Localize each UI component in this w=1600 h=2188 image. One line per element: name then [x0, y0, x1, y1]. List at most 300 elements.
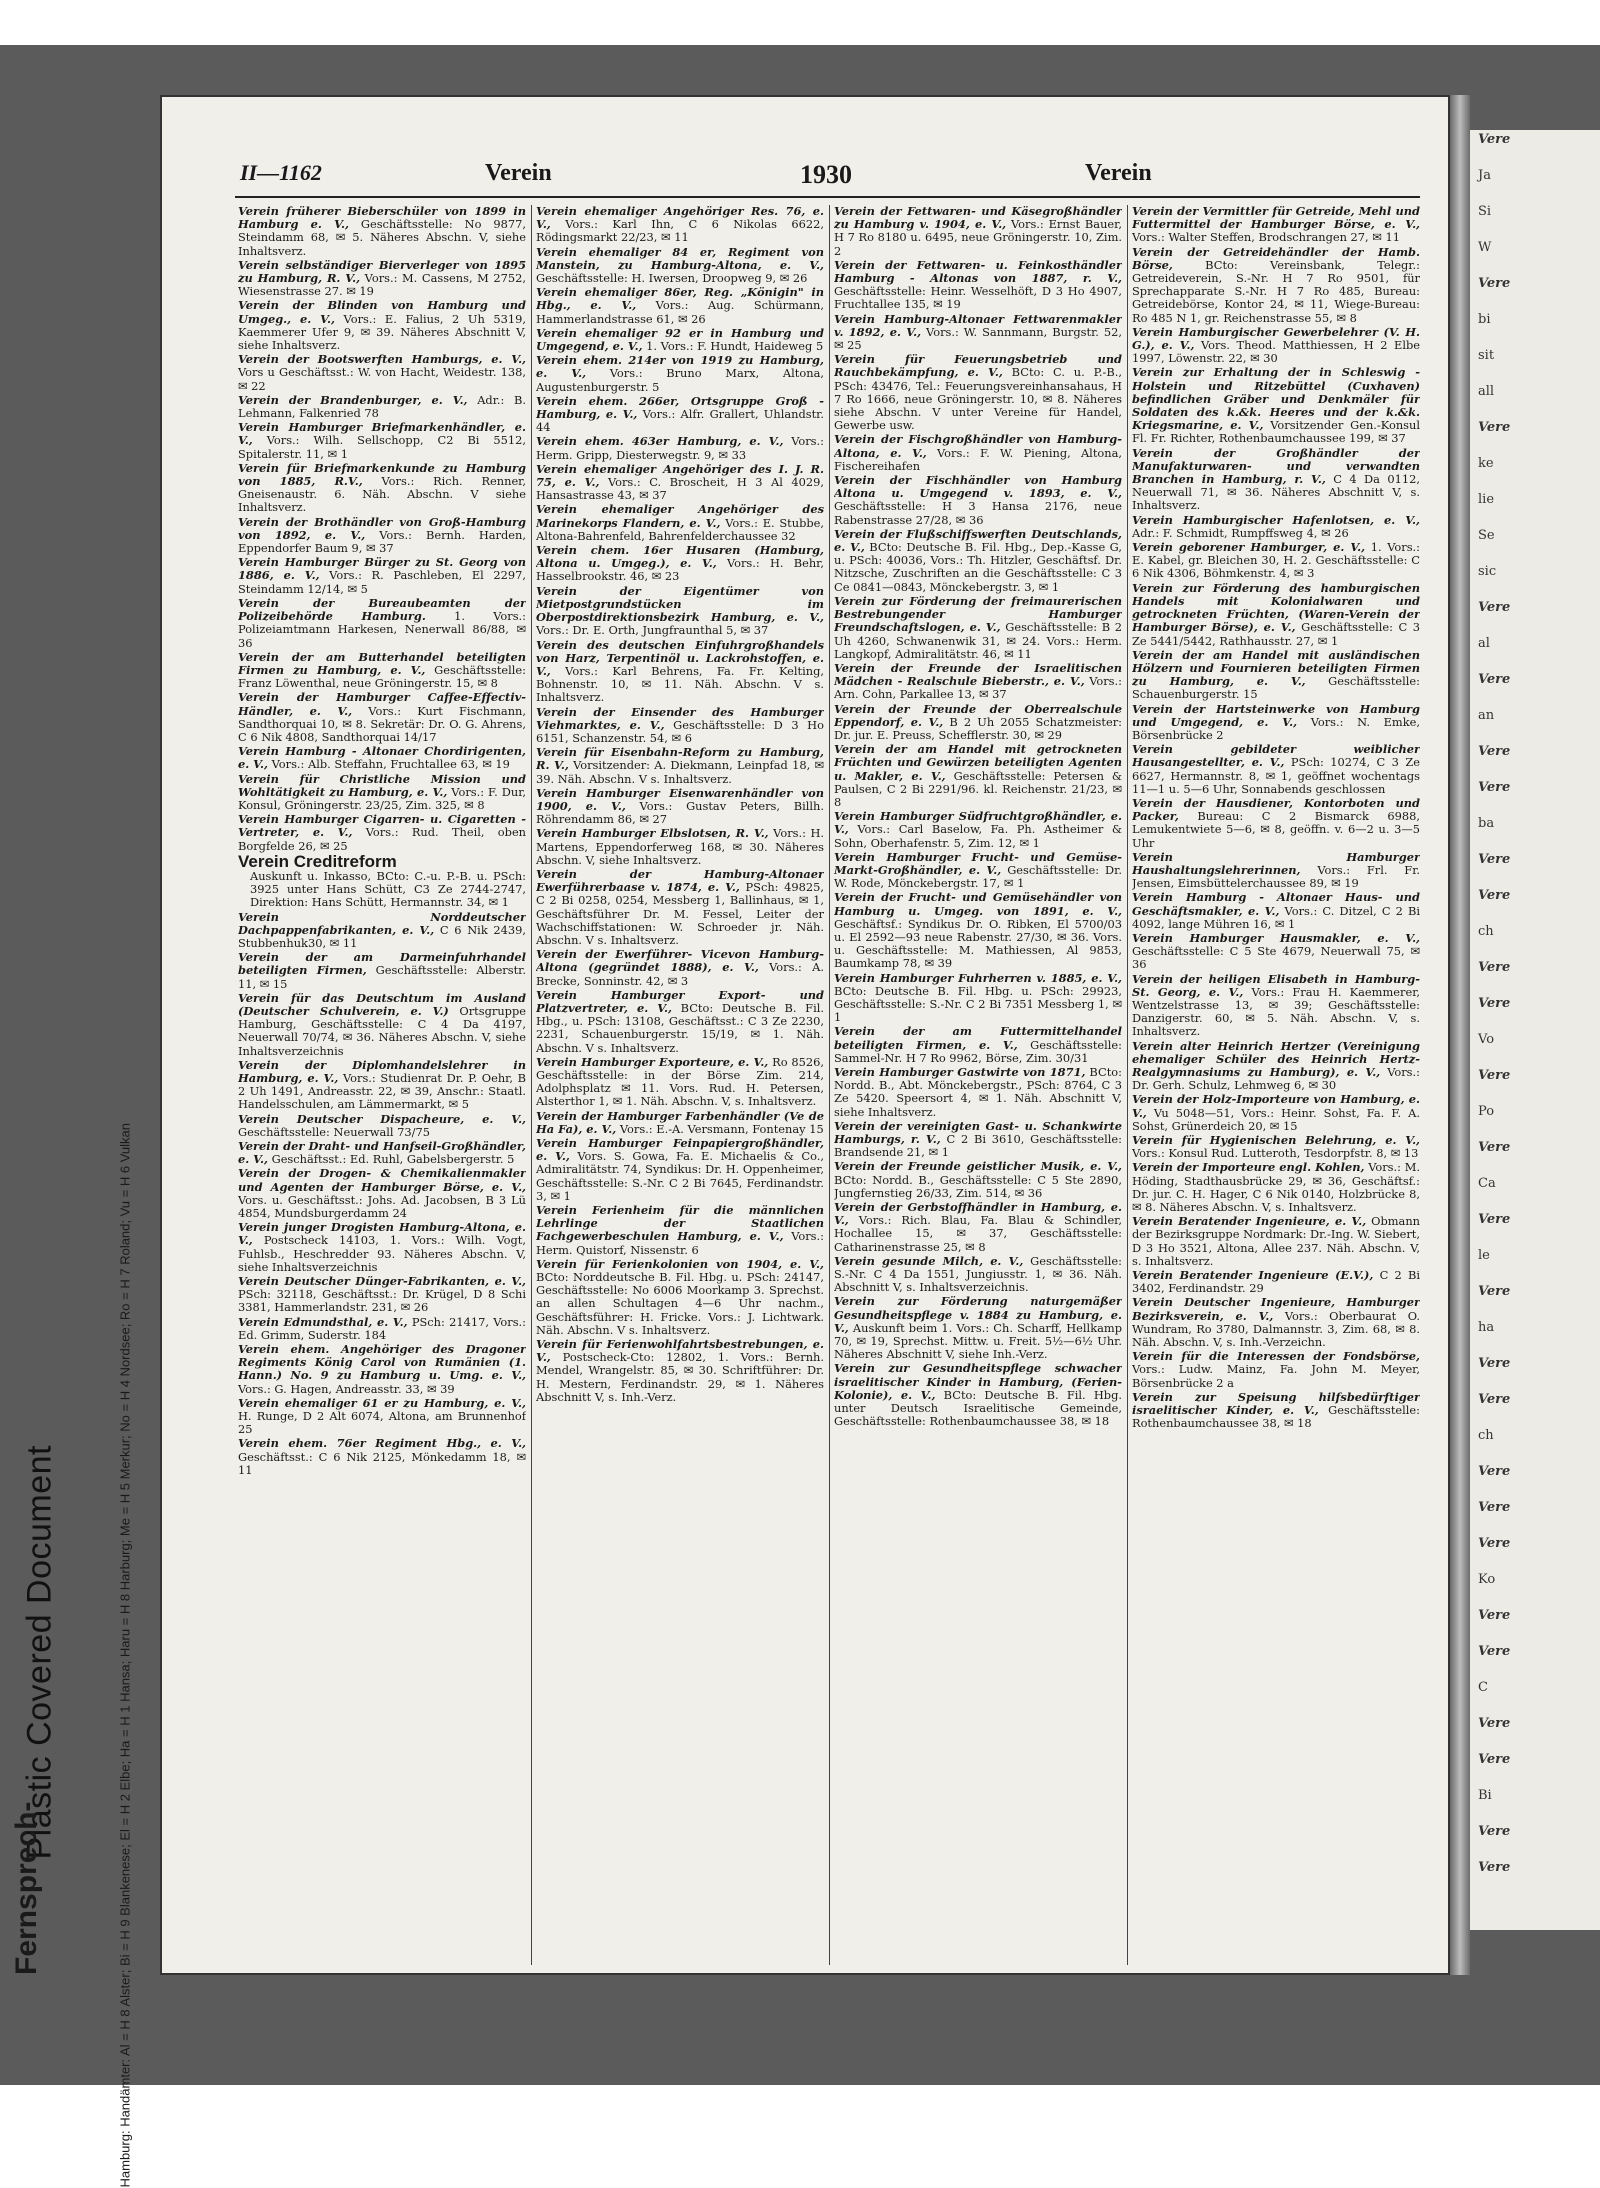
entry-name: Verein Edmundsthal, e. V.,	[238, 1314, 408, 1329]
entry-name: Verein der Freunde der Oberrealschule Eppendorf, e. V.,	[834, 701, 1122, 729]
entry-details: Vors.: F. Dur, Konsul, Gröningerstr. 23/25, Zim. 325, ✉ 8	[238, 784, 526, 812]
directory-entry	[1132, 1134, 1420, 1160]
entry-details: Auskunft beim 1. Vors.: Ch. Scharff, Hellkamp 70, ✉ 19, Sprechst. Mittw. u. Freit. 5½—6½ Uhr. Näheres Abschnitt V, siehe Inh.-Verz.	[834, 1320, 1122, 1362]
entry-details: Vorsitzender Gen.-Konsul Fl. Fr. Richter, Rothenbaumchaussee 199, ✉ 37	[1132, 418, 1420, 446]
directory-columns	[238, 205, 1423, 1965]
entry-details: Adr.: F. Schmidt, Rumpffsweg 4, ✉ 26	[1132, 525, 1349, 540]
entry-name: Verein der Draht- und Hanfseil-Großhändler, e. V.,	[238, 1139, 526, 1167]
edge-fragment: Vere	[1478, 1536, 1511, 1551]
entry-name: Verein Hamburger Fuhrherren v. 1885, e. V.,	[834, 970, 1122, 985]
entry-name: Verein für Briefmarkenkunde zu Hamburg von 1885, R.V.,	[238, 460, 526, 489]
entry-name: Verein der Hausdiener, Kontorboten und Packer,	[1132, 795, 1420, 824]
entry-name: Verein Hamburger Hausmakler, e. V.,	[1132, 930, 1420, 945]
entry-details: BCto: C. u. P.-B., PSch: 43476, Tel.: Feuerungsvereinhansahaus, H 7 Ro 1666, neue Gröningerstr. 10, ✉ 8. Näheres siehe Abschn. V unter Vereine für Handel, Gewerbe usw.	[834, 365, 1122, 433]
entry-name: Verein der am Futtermittelhandel beteiligten Firmen, e. V.,	[834, 1024, 1122, 1052]
entry-name: Verein Hamburger Eisenwarenhändler von 1900, e. V.,	[536, 785, 824, 813]
directory-entry	[536, 435, 824, 461]
entry-name: Verein der Eigentümer von Mietpostgrundstücken im Oberpostdirektionsbezirk Hamburg, e. V.,	[536, 583, 824, 625]
directory-entry	[536, 205, 824, 245]
edge-fragment: sic	[1478, 564, 1497, 579]
directory-entry	[536, 787, 824, 827]
entry-name: Verein Deutscher Ingenieure, Hamburger Bezirksverein, e. V.,	[1132, 1295, 1420, 1323]
directory-entry	[238, 462, 526, 515]
entry-name: Verein Hamburger Elbslotsen, R. V.,	[536, 826, 769, 841]
directory-entry	[238, 745, 526, 771]
directory-entry	[834, 810, 1122, 850]
directory-entry	[1132, 1093, 1420, 1133]
entry-details: Vors.: Aug. Schürmann, Hammerlandstrasse 61, ✉ 26	[536, 298, 824, 326]
entry-name: Verein alter Heinrich Hertzer (Vereinigung ehemaliger Schüler des Heinrich Hertz-Realgymnasiums zu Hamburg), e. V.,	[1132, 1038, 1420, 1079]
directory-entry	[834, 1160, 1122, 1200]
edge-fragment: Vere	[1478, 276, 1511, 291]
edge-fragment: Vere	[1478, 996, 1511, 1011]
edge-fragment: bi	[1478, 312, 1491, 327]
directory-entry	[536, 868, 824, 947]
edge-fragment: Po	[1478, 1104, 1495, 1119]
entry-name: Verein der Ewerführer- Vicevon Hamburg-Altona (gegründet 1888), e. V.,	[536, 947, 824, 975]
directory-entry	[1132, 649, 1420, 702]
directory-entry	[536, 1338, 824, 1404]
edge-fragment: ch	[1478, 924, 1494, 939]
entry-details: BCto: Nordd. B., Geschäftsstelle: C 5 Ste 2890, Jungfernstieg 26/33, Zim. 514, ✉ 36	[834, 1172, 1122, 1200]
entry-name: Verein Hamburg - Altonaer Haus- und Geschäftsmakler, e. V.,	[1132, 890, 1420, 918]
entry-details: Vors.: Ernst Bauer, H 7 Ro 8180 u. 6495, neue Gröningerstr. 10, Zim. 2	[834, 217, 1122, 258]
directory-entry	[536, 827, 824, 867]
edge-fragment: le	[1478, 1248, 1490, 1263]
column-3	[834, 205, 1122, 1965]
entry-name: Verein für das Deutschtum im Ausland (Deutscher Schulverein, e. V.)	[238, 990, 526, 1018]
entry-name: Verein der am Handel mit ausländischen Hölzern und Fournieren beteiligten Firmen zu Hamburg, e. V.,	[1132, 647, 1420, 689]
entry-details: Vors.: Carl Baselow, Fa. Ph. Astheimer & Sohn, Oberhafenstr. 5, Zim. 12, ✉ 1	[834, 822, 1122, 850]
directory-entry	[536, 948, 824, 988]
edge-fragment: Vere	[1478, 1644, 1511, 1659]
directory-entry	[536, 585, 824, 638]
entry-details: Obmann der Bezirksgruppe Nordmark: Dr.-Ing. W. Siebert, D 3 Ho 3521, Altona, Allee 237. Näh. Abschn. V, s. Inhaltsverz.	[1132, 1214, 1420, 1268]
entry-details: BCto: Vereinsbank, Telegr.: Getreideverein, S.-Nr. H 7 Ro 9501, für Sprechapparate S.-Nr. H 7 Ro 485, Bureau: Getreidebörse, Kontor 24, ✉ 11, Wiege-Bureau: Ro 485 N 1, gr. Reichenstrasse 55, ✉ 8	[1132, 257, 1420, 325]
edge-fragment: Ko	[1478, 1572, 1496, 1587]
directory-entry	[1132, 891, 1420, 931]
entry-name: Verein der Brandenburger, e. V.,	[238, 392, 468, 407]
entry-details: BCto: Deutsche B. Fil. Hbg. u. PSch: 29923, Geschäftsstelle: S.-Nr. C 2 Bi 7351 Messberg 1, ✉ 1	[834, 983, 1122, 1025]
entry-details: C 2 Bi 3402, Ferdinandstr. 29	[1132, 1268, 1420, 1296]
edge-fragment: Vere	[1478, 1140, 1511, 1155]
entry-details: Geschäftsstelle: D 3 Ho 6151, Schanzenstr. 54, ✉ 6	[536, 717, 824, 745]
entry-details: Vors.: Karl Ihn, C 6 Nikolas 6622, Rödingsmarkt 22/23, ✉ 11	[536, 217, 824, 245]
entry-name: Verein Hamburger Frucht- und Gemüse-Markt-Großhändler, e. V.,	[834, 849, 1122, 877]
directory-entry	[536, 1137, 824, 1203]
entry-details: Vors. u. Geschäftsst.: Johs. Ad. Jacobsen, B 3 Lü 4854, Mundsburgerdamm 24	[238, 1192, 526, 1221]
entry-name: Verein der Flußschiffswerften Deutschlands, e. V.,	[834, 526, 1122, 555]
entry-details: Vors.: Herm. Gripp, Diesterwegstr. 9, ✉ 33	[536, 434, 824, 462]
entry-name: Verein ehem. 214er von 1919 zu Hamburg, e. V.,	[536, 353, 824, 381]
entry-name: Verein der Fischgroßhändler von Hamburg-Altona, e. V.,	[834, 432, 1122, 460]
entry-details: Vu 5048—51, Vors.: Heinr. Sohst, Fa. F. A. Sohst, Grünerdeich 20, ✉ 15	[1132, 1105, 1420, 1133]
entry-details: PSch: 49825, C 2 Bi 0258, 0254, Messberg 1, Ballinhaus, ✉ 1, Geschäftsführer Dr. M. Fessel, Leiter der Wachschiffstationen: W. Schroeder jr. Näh. Abschn. V s. Inhaltsverz.	[536, 880, 824, 947]
entry-details: Geschäftsstelle: C 3 Ze 5441/5442, Rathhausstr. 27, ✉ 1	[1132, 620, 1420, 648]
edge-fragment: Vere	[1478, 1392, 1511, 1407]
entry-name: Verein der Bootswerften Hamburgs, e. V.,	[238, 352, 526, 367]
entry-details: Geschäftsstelle: H. Iwersen, Droopweg 9, ✉ 26	[536, 271, 808, 286]
entry-name: Verein Creditreform	[238, 851, 397, 871]
entry-details: Geschäftsstelle: Neuerwall 73/75	[238, 1124, 430, 1139]
entry-name: Verein zur Erhaltung der in Schleswig - Holstein und Ritzebüttel (Cuxhaven) befindlichen Gräber und Denkmäler für Soldaten des k.&k. Heeres und der k.&k. Kriegsmarine, e. V.,	[1132, 365, 1420, 433]
directory-entry	[536, 746, 824, 786]
entry-details: Vors.: Alfr. Grallert, Uhlandstr. 44	[536, 407, 824, 435]
entry-details: Vors.: Ludw. Mainz, Fa. John M. Meyer, Börsenbrücke 2 a	[1132, 1362, 1420, 1390]
directory-entry	[238, 516, 526, 556]
fernsprech-label: Fernsprech-	[10, 1801, 43, 1975]
entry-details: Geschäftsstelle: H 3 Hansa 2176, neue Rabenstrasse 27/28, ✉ 36	[834, 499, 1122, 527]
entry-name: Verein der Einsender des Hamburger Viehmarktes, e. V.,	[536, 704, 824, 732]
directory-entry	[1132, 246, 1420, 325]
running-head	[240, 160, 1420, 194]
entry-details: Vors.: Rich. Renner, Gneisenaustr. 6. Näh. Abschn. V siehe Inhaltsverz.	[238, 474, 526, 515]
edge-fragment: Vere	[1478, 888, 1511, 903]
entry-name: Verein Ferienheim für die männlichen Lehrlinge der Staatlichen Fachgewerbeschulen Hamburg, e. V.,	[536, 1203, 824, 1244]
entry-name: Verein ehemaliger 84 er, Regiment von Manstein, zu Hamburg-Altona, e. V.,	[536, 244, 824, 272]
directory-entry	[536, 1204, 824, 1257]
entry-details: Vors.: C. Ditzel, C 2 Bi 4092, lange Mühren 16, ✉ 1	[1132, 903, 1420, 931]
entry-name: Verein für Eisenbahn-Reform zu Hamburg, R. V.,	[536, 745, 824, 773]
entry-name: Verein der Gerbstoffhändler in Hamburg, e. V.,	[834, 1200, 1122, 1228]
entry-name: Verein Beratender Ingenieure (E.V.),	[1132, 1268, 1374, 1283]
edge-fragment: Vere	[1478, 1212, 1511, 1227]
entry-name: Verein für Ferienwohlfahrtsbestrebungen, e. V.,	[536, 1337, 824, 1365]
entry-name: Verein zur Speisung hilfsbedürftiger israelitischer Kinder, e. V.,	[1132, 1389, 1420, 1418]
directory-entry	[238, 651, 526, 691]
entry-name: Verein der Hartsteinwerke von Hamburg und Umgegend, e. V.,	[1132, 701, 1420, 729]
entry-details: Geschäftsstelle: Sammel-Nr. H 7 Ro 9962, Börse, Zim. 30/31	[834, 1037, 1122, 1065]
column-divider	[531, 205, 532, 1965]
entry-name: Verein Hamburger Exporteure, e. V.,	[536, 1054, 769, 1069]
adjacent-page-edge	[1470, 130, 1600, 1930]
entry-name: Verein chem. 16er Husaren (Hamburg, Altona u. Umgeg.), e. V.,	[536, 543, 824, 571]
edge-fragment: Vere	[1478, 1716, 1511, 1731]
edge-fragment: ba	[1478, 816, 1495, 831]
directory-entry	[834, 972, 1122, 1025]
directory-entry	[1132, 1161, 1420, 1214]
edge-fragment: Vo	[1478, 1032, 1495, 1047]
entry-details: Vors.: R. Paschleben, El 2297, Steindamm 12/14, ✉ 5	[238, 568, 526, 596]
entry-details: 1. Vors.: E. Kabel, gr. Bleichen 30, H. 2. Geschäftsstelle: C 6 Nik 4306, Böhmkenstr. 4, ✉ 3	[1132, 540, 1420, 581]
directory-entry	[238, 299, 526, 352]
edge-fragment: ke	[1478, 456, 1494, 471]
entry-name: Verein der Frucht- und Gemüsehändler von Hamburg u. Umgeg. von 1891, e. V.,	[834, 890, 1122, 918]
entry-details: Vors u Geschäftsst.: W. von Hacht, Weidestr. 138, ✉ 22	[238, 365, 526, 393]
entry-details: Vors.: Rud. Theil, oben Borgfelde 26, ✉ 25	[238, 825, 526, 853]
directory-entry	[536, 327, 824, 353]
entry-name: Verein der Freunde geistlicher Musik, e. V.,	[834, 1159, 1122, 1174]
entry-details: Vors.: Karl Behrens, Fa. Fr. Kelting, Bohnenstr. 10, ✉ 11. Näh. Abschn. V s. Inhaltsverz.	[536, 663, 824, 705]
directory-year: 1930	[800, 160, 852, 189]
directory-entry	[238, 394, 526, 420]
directory-entry	[238, 597, 526, 650]
entry-name: Verein der Vermittler für Getreide, Mehl und Futtermittel der Hamburger Börse, e. V.,	[1132, 205, 1420, 232]
entry-details: Vors.: Bruno Marx, Altona, Augustenburgerstr. 5	[536, 366, 824, 394]
column-2	[536, 205, 824, 1965]
entry-details: Vors.: A. Brecke, Sonninstr. 42, ✉ 3	[536, 960, 824, 988]
edge-fragment: Vere	[1478, 960, 1511, 975]
entry-details: C 2 Bi 3610, Geschäftsstelle: Brandsende 21, ✉ 1	[834, 1132, 1122, 1160]
directory-entry	[1132, 851, 1420, 891]
entry-name: Verein Hamburger Briefmarkenhändler, e. V.,	[238, 420, 526, 448]
entry-name: Verein der Fettwaren- u. Feinkosthändler Hamburg - Altonas von 1887, r. V.,	[834, 257, 1122, 286]
edge-fragment: Vere	[1478, 1068, 1511, 1083]
entry-details: BCto: Deutsche B. Fil. Hbg. unter Deutsch Israelitische Gemeinde, Geschäftsstelle: Rothenbaumchaussee 38, ✉ 18	[834, 1387, 1122, 1429]
entry-name: Verein ehem. 76er Regiment Hbg., e. V.,	[238, 1436, 526, 1451]
entry-details: Vors.: Wilh. Sellschopp, C2 Bi 5512, Spitalerstr. 11, ✉ 1	[238, 433, 526, 461]
directory-entry	[536, 706, 824, 746]
edge-fragment: Se	[1478, 528, 1495, 543]
entry-name: Verein der Brothändler von Groß-Hamburg von 1892, e. V.,	[238, 514, 526, 542]
book-spine	[1450, 95, 1470, 1975]
entry-details: Postscheck-Cto: 12802, 1. Vors.: Bernh. Mendel, Wrangelstr. 85, ✉ 30. Schriftführer: Dr. H. Mestern, Ferdinandstr. 29, ✉ 1. Näheres Abschnitt V, s. Inh.-Verz.	[536, 1350, 824, 1404]
entry-name: Verein des deutschen Einfuhrgroßhandels von Harz, Terpentinöl u. Lackrohstoffen, e. V.,	[536, 637, 824, 678]
directory-entry	[1132, 541, 1420, 581]
entry-details: Vors.: M. Höding, Stadthausbrücke 29, ✉ 36, Geschäftsf.: Dr. jur. C. H. Hager, C 6 Nik 0140, Holzbrücke 8, ✉ 8. Näheres Abschn. V, s. Inhaltsverz.	[1132, 1160, 1420, 1215]
entry-details: Vors.: Studienrat Dr. P. Oehr, B 2 Uh 1491, Andreasstr. 22, ✉ 39, Anschr.: Staatl. Handelsschulen, am Lämmermarkt, ✉ 5	[238, 1071, 526, 1112]
directory-entry	[834, 1362, 1122, 1428]
left-keyword: Verein	[485, 160, 552, 186]
entry-details: PSch: 32118, Geschäftsst.: Dr. Krügel, D 8 Schi 3381, Hammerlandstr. 231, ✉ 26	[238, 1287, 526, 1315]
directory-entry	[536, 354, 824, 394]
entry-details: Geschäftsstelle: Schauenburgerstr. 15	[1132, 674, 1420, 702]
entry-details: Geschäftsf.: Syndikus Dr. O. Ribken, El 5700/03 u. El 2592—93 neue Rabenstr. 27/30, ✉ 36. Vors. u. Geschäftsstelle: M. Mathiessen, Al 9853, Baumkamp 78, ✉ 39	[834, 916, 1122, 971]
entry-name: Verein Hamburger Südfruchtgroßhändler, e. V.,	[834, 809, 1122, 837]
directory-entry	[536, 286, 824, 326]
entry-details: Geschäftsstelle: Franz Löwenthal, neue Gröningerstr. 15, ✉ 8	[238, 662, 526, 691]
entry-name: Verein Hamburgischer Hafenlotsen, e. V.,	[1132, 512, 1420, 527]
entry-name: Verein der am Butterhandel beteiligten Firmen zu Hamburg, e. V.,	[238, 649, 526, 677]
page-number: II—1162	[240, 160, 322, 185]
directory-entry	[238, 1316, 526, 1342]
entry-name: Verein der am Handel mit getrockneten Früchten und Gewürzen beteiligten Agenten u. Makler, e. V.,	[834, 742, 1122, 783]
entry-details: Vors.: E. Stubbe, Altona-Bahrenfeld, Bahrenfelderchaussee 32	[536, 515, 824, 543]
directory-entry	[536, 1056, 824, 1109]
edge-fragment: Vere	[1478, 1824, 1511, 1839]
entry-details: Vors.: Frau H. Kaemmerer, Wentzelstrasse 13, ✉ 39; Geschäftsstelle: Danzigerstr. 60, ✉ 5. Näh. Abschn. V, s. Inhaltsverz.	[1132, 984, 1420, 1039]
directory-entry	[238, 1437, 526, 1477]
entry-details: B 2 Uh 2055 Schatzmeister: Dr. jur. E. Preuss, Schefflerstr. 30, ✉ 29	[834, 714, 1122, 742]
directory-entry	[834, 205, 1122, 258]
edge-fragment: ch	[1478, 1428, 1494, 1443]
directory-entry	[238, 421, 526, 461]
column-4	[1132, 205, 1420, 1965]
entry-name: Verein der Freunde der Israelitischen Mädchen - Realschule Bieberstr., e. V.,	[834, 660, 1122, 689]
entry-name: Verein der Diplomhandelslehrer in Hamburg, e. V.,	[238, 1057, 526, 1085]
entry-name: Verein der Drogen- & Chemikalienmakler und Agenten der Hamburger Börse, e. V.,	[238, 1166, 526, 1194]
entry-name: Verein der Importeure engl. Kohlen,	[1132, 1160, 1365, 1175]
entry-name: Verein Hamburger Export- und Platzvertreter, e. V.,	[536, 987, 824, 1015]
entry-name: Verein junger Drogisten Hamburg-Altona, e. V.,	[238, 1220, 526, 1248]
directory-entry	[238, 1343, 526, 1396]
edge-fragment: all	[1478, 384, 1495, 399]
directory-entry	[1132, 743, 1420, 796]
entry-name: Verein Norddeutscher Dachpappenfabrikanten, e. V.,	[238, 909, 526, 937]
header-rule	[235, 196, 1420, 198]
directory-entry	[238, 556, 526, 596]
directory-entry	[238, 773, 526, 813]
entry-details: 1. Vors.: Polizeiamtmann Harkesen, Nenerwall 86/88, ✉ 36	[238, 609, 526, 650]
directory-entry	[834, 1255, 1122, 1295]
entry-name: Verein ehem. 463er Hamburg, e. V.,	[536, 434, 784, 449]
entry-name: Verein zur Förderung des hamburgischen Handels mit Kolonialwaren und getrockneten Früchten, (Waren-Verein der Hamburger Börse), e. V.,	[1132, 580, 1420, 635]
directory-entry	[536, 395, 824, 435]
entry-details: C 4 Da 0112, Neuerwall 71, ✉ 36. Näheres Abschnitt V, s. Inhaltsverz.	[1132, 472, 1420, 513]
directory-entry	[834, 1201, 1122, 1254]
edge-fragment: sit	[1478, 348, 1495, 363]
directory-entry	[834, 662, 1122, 702]
entry-name: Verein ehem. 266er, Ortsgruppe Groß - Hamburg, e. V.,	[536, 393, 824, 422]
entry-name: Verein für Christliche Mission und Wohltätigkeit zu Hamburg, e. V.,	[238, 771, 526, 799]
directory-entry	[238, 205, 526, 258]
entry-name: Verein der Großhändler der Manufakturwaren- und verwandten Branchen in Hamburg, r. V.,	[1132, 445, 1420, 487]
entry-name: Verein Hamburger Haushaltungslehrerinnen,	[1132, 849, 1420, 877]
entry-name: Verein der Getreidehändler der Hamb. Börse,	[1132, 244, 1420, 272]
column-1	[238, 205, 526, 1965]
edge-fragment: Vere	[1478, 1284, 1511, 1299]
entry-details: BCto: Nordd. B., Abt. Mönckebergstr., PSch: 8764, C 3 Ze 5420. Speersort 4, ✉ 1. Näh. Abschnitt V, siehe Inhaltsverz.	[834, 1065, 1122, 1119]
entry-name: Verein Deutscher Dünger-Fabrikanten, e. V.,	[238, 1274, 526, 1289]
entry-details: Vors.: H. Martens, Eppendorferweg 168, ✉ 30. Näheres Abschn. V, siehe Inhaltsverz.	[536, 826, 824, 867]
directory-entry	[834, 743, 1122, 809]
edge-fragment: Ca	[1478, 1176, 1496, 1191]
directory-entry	[238, 1221, 526, 1274]
entry-name: Verein der Bureaubeamten der Polizeibehörde Hamburg.	[238, 595, 526, 624]
directory-entry	[536, 246, 824, 286]
entry-details: Vors.: W. Sannmann, Burgstr. 52, ✉ 25	[834, 324, 1122, 353]
edge-fragment: Vere	[1478, 132, 1511, 147]
directory-entry	[1132, 447, 1420, 513]
entry-details: C 6 Nik 2439, Stubbenhuk30, ✉ 11	[238, 922, 526, 950]
entry-details: Vors.: C. Broscheit, H 3 Al 4029, Hansastrasse 43, ✉ 37	[536, 475, 824, 503]
entry-details: Geschäftsstelle: S.-Nr. C 4 Da 1551, Jungiusstr. 1, ✉ 36. Näh. Abschnitt V, s. Inhaltsverzeichnis.	[834, 1253, 1122, 1295]
entry-details: BCto: Deutsche B. Fil. Hbg., u. PSch: 13108, Geschäftsst.: C 3 Ze 2230, 2231, Schauenburgerstr. 15/19, ✉ 1. Näh. Abschn. V s. Inhaltsverz.	[536, 1000, 824, 1055]
edge-fragment: Vere	[1478, 600, 1511, 615]
entry-name: Verein für die Interessen der Fondsbörse,	[1132, 1349, 1420, 1364]
entry-name: Verein ehemaliger 92 er in Hamburg und Umgegend, e. V.,	[536, 325, 824, 354]
entry-details: Adr.: B. Lehmann, Falkenried 78	[238, 392, 526, 421]
directory-entry	[536, 1258, 824, 1337]
entry-name: Verein der Hamburg-Altonaer Ewerführerbaase v. 1874, e. V.,	[536, 866, 824, 895]
directory-entry	[1132, 582, 1420, 648]
edge-fragment: Vere	[1478, 780, 1511, 795]
directory-entry	[834, 313, 1122, 353]
entry-details: Auskunft u. Inkasso, BCto: C.-u. P.-B. u. PSch: 3925 unter Hans Schütt, C3 Ze 2744-2747, Direktion: Hans Schütt, Hermannstr. 34, ✉ 1	[250, 868, 526, 910]
entry-details: Geschäftsstelle: Alberstr. 11, ✉ 15	[238, 963, 526, 991]
directory-entry	[834, 1120, 1122, 1160]
entry-name: Verein Beratender Ingenieure, e. V.,	[1132, 1214, 1367, 1229]
directory-entry	[834, 1066, 1122, 1119]
entry-details: Vors.: Oberbaurat O. Wundram, Ro 3780, Dalmannstr. 3, Zim. 68, ✉ 8. Näh. Abschn. V, s. Inh.-Verzeichn.	[1132, 1308, 1420, 1350]
directory-entry	[1132, 514, 1420, 540]
entry-details: Geschäftsstelle: C 5 Ste 4679, Neuerwall 75, ✉ 36	[1132, 944, 1420, 972]
directory-entry	[834, 474, 1122, 527]
directory-entry	[1132, 1350, 1420, 1390]
directory-entry	[1132, 973, 1420, 1039]
directory-entry	[834, 1295, 1122, 1361]
entry-name: Verein Hamburgischer Gewerbelehrer (V. H. G.), e. V.,	[1132, 324, 1420, 353]
entry-details: Vors.: Bernh. Harden, Eppendorfer Baum 9, ✉ 37	[238, 527, 526, 556]
entry-details: H. Runge, D 2 Alt 6074, Altona, am Brunnenhof 25	[238, 1409, 526, 1437]
edge-fragment: Ja	[1478, 168, 1491, 183]
directory-entry	[1132, 932, 1420, 972]
entry-details: Vors.: E.-A. Versmann, Fontenay 15	[619, 1121, 824, 1136]
entry-name: Verein ehemaliger Angehöriger Res. 76, e. V.,	[536, 205, 824, 232]
entry-details: Geschäftsstelle: B 2 Uh 4260, Schwanenwik 31, ✉ 24. Vors.: Herm. Langkopf, Admiralitätstr. 46, ✉ 11	[834, 620, 1122, 661]
directory-entry	[238, 1275, 526, 1315]
entry-name: Verein der Holz-Importeure von Hamburg, e. V.,	[1132, 1092, 1420, 1120]
entry-name: Verein Hamburg-Altonaer Fettwarenmakler v. 1892, e. V.,	[834, 311, 1122, 339]
directory-entry	[238, 1113, 526, 1139]
entry-name: Verein der Fettwaren- und Käsegroßhändler zu Hamburg v. 1904, e. V.,	[834, 205, 1122, 232]
directory-entry	[1132, 1391, 1420, 1431]
directory-entry	[834, 891, 1122, 970]
edge-fragment: Si	[1478, 204, 1492, 219]
entry-details: Bureau: C 2 Bismarck 6988, Lemukentwiete 5—6, ✉ 8, geöffn. v. 6—2 u. 3—5 Uhr	[1132, 809, 1420, 850]
edge-fragment: al	[1478, 636, 1490, 651]
entry-details: Geschäftsstelle: Heinr. Wesselhöft, D 3 Ho 4907, Fruchtallee 135, ✉ 19	[834, 284, 1122, 312]
directory-entry	[238, 1397, 526, 1437]
entry-name: Verein ehem. Angehöriger des Dragoner Regiments König Carol von Rumänien (1. Hann.) No. 9 zu Hamburg u. Umg. e. V.,	[238, 1342, 526, 1383]
edge-fragment: Bi	[1478, 1788, 1492, 1803]
cover-label: Plastic Covered Document	[20, 1444, 59, 1860]
entry-name: Verein Hamburger Feinpapiergroßhändler, e. V.,	[536, 1136, 824, 1164]
directory-entry	[834, 851, 1122, 891]
entry-details: BCto: Norddeutsche B. Fil. Hbg. u. PSch: 24147, Geschäftsstelle: No 6006 Moorkamp 3. Sprechst. an allen Schultagen 4—6 Uhr nachm., Geschäftsführer: H. Fricke. Vors.: J. Lichtwark. Näh. Abschn. V s. Inhaltsverz.	[536, 1270, 824, 1337]
entry-details: Vors.: E. Falius, 2 Uh 5319, Kaemmerer Ufer 9, ✉ 39. Näheres Abschnitt V, siehe Inhaltsverz.	[238, 311, 526, 353]
entry-name: Verein früherer Bieberschüler von 1899 in Hamburg e. V.,	[238, 205, 526, 232]
directory-entry	[1132, 703, 1420, 743]
edge-fragment: W	[1478, 240, 1492, 255]
entry-name: Verein Hamburger Bürger zu St. Georg von 1886, e. V.,	[238, 555, 526, 583]
entry-name: Verein ehemaliger 61 er zu Hamburg, e. V.,	[238, 1395, 526, 1410]
entry-name: Verein zur Förderung der freimaurerischen Bestrebungender Hamburger Freundschaftslogen, e. V.,	[834, 593, 1122, 635]
entry-name: Verein zur Förderung naturgemäßer Gesundheitspflege v. 1884 zu Hamburg, e. V.,	[834, 1294, 1122, 1335]
entry-details: Vors.: Gustav Peters, Billh. Röhrendamm 86, ✉ 27	[536, 798, 824, 827]
entry-name: Verein der Hamburger Farbenhändler (Ve de Ha Fa), e. V.,	[536, 1108, 824, 1136]
directory-entry	[238, 851, 526, 910]
edge-fragment: C	[1478, 1680, 1488, 1695]
entry-name: Verein für Hygienischen Belehrung, e. V.,	[1132, 1133, 1420, 1148]
directory-entry	[834, 259, 1122, 312]
entry-details: Vors.: Arn. Cohn, Parkallee 13, ✉ 37	[834, 674, 1122, 702]
entry-name: Verein geborener Hamburger, e. V.,	[1132, 540, 1366, 555]
entry-details: Vors.: G. Hagen, Andreasstr. 33, ✉ 39	[238, 1381, 455, 1396]
edge-fragment: Vere	[1478, 672, 1511, 687]
directory-entry	[238, 992, 526, 1058]
directory-entry	[238, 1059, 526, 1112]
directory-entry	[1132, 1296, 1420, 1349]
entry-details: PSch: 21417, Vors.: Ed. Grimm, Suderstr. 184	[238, 1314, 526, 1342]
entry-name: Verein für Feuerungsbetrieb und Rauchbekämpfung, e. V.,	[834, 352, 1122, 380]
directory-entry	[834, 528, 1122, 594]
edge-fragment: Vere	[1478, 1860, 1511, 1875]
entry-name: Verein gesunde Milch, e. V.,	[834, 1253, 1024, 1268]
entry-details: Vorsitzender: A. Diekmann, Leinpfad 18, ✉ 39. Näh. Abschn. V s. Inhaltsverz.	[536, 758, 824, 786]
entry-name: Verein der Hamburger Caffee-Effectiv-Händler, e. V.,	[238, 690, 526, 718]
entry-details: Geschäftsst.: C 6 Nik 2125, Mönkedamm 18, ✉ 11	[238, 1449, 526, 1477]
edge-fragment: an	[1478, 708, 1495, 723]
entry-details: Vors.: H. Behr, Hasselbrookstr. 46, ✉ 23	[536, 556, 824, 584]
directory-entry	[834, 433, 1122, 473]
entry-name: Verein selbständiger Bierverleger von 1895 zu Hamburg, R. V.,	[238, 257, 526, 286]
entry-details: Geschäftsstelle: No 9877, Steindamm 68, ✉ 5. Näheres Abschn. V, siehe Inhaltsverz.	[238, 217, 526, 258]
directory-entry	[536, 503, 824, 543]
exchange-legend: Hamburg: Handämter: Al = H 8 Alster; Bi = H 9 Blankenese; El = H 2 Elbe; Ha = H 1 Hansa; Haru = H 8 Harburg; Me = H 5 Merkur; No = H 4 Nordsee; Ro = H 7 Roland; Vu = H 6 Vulkan	[117, 1123, 133, 2188]
directory-entry	[238, 813, 526, 853]
directory-entry	[1132, 1040, 1420, 1093]
